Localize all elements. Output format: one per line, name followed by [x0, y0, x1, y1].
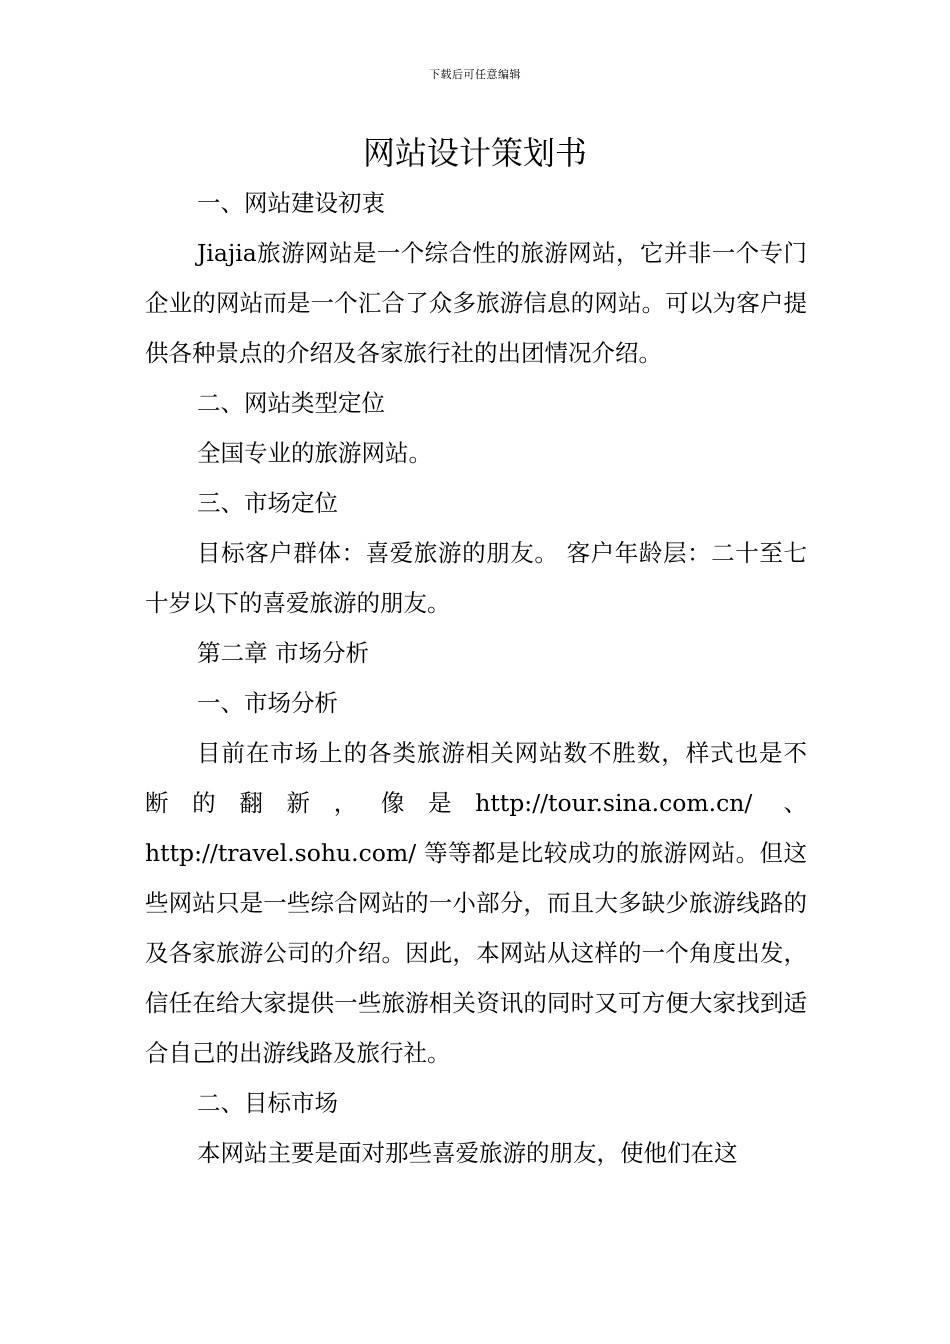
section-heading: 一、网站建设初衷 — [197, 189, 385, 217]
body-paragraph: 目前在市场上的各类旅游相关网站数不胜数，样式也是不断的翻新，像是http://tour.sina.com.cn/ 、http://travel.sohu.com/ 等等都是比较成功的旅游网站。但这些网站只是一些综合网站的一小部分，而且大多缺少旅游线路的及各家旅游公司的介绍。因此，本网站从这样的一个角度出发，信任在给大家提供一些旅游相关资讯的同时又可方便大家找到适合自己的出游线路及旅行社。 — [145, 739, 807, 1067]
body-paragraph: 本网站主要是面对那些喜爱旅游的朋友，使他们在这 — [197, 1139, 738, 1167]
section-heading: 一、市场分析 — [197, 689, 338, 717]
document-title: 网站设计策划书 — [362, 134, 587, 172]
section-heading: 二、网站类型定位 — [197, 389, 385, 417]
body-paragraph: 全国专业的旅游网站。 — [197, 439, 432, 467]
document-body — [145, 178, 807, 1178]
section-heading: 三、市场定位 — [197, 489, 338, 517]
chapter-heading: 第二章 市场分析 — [197, 639, 369, 667]
page-header-note: 下载后可任意编辑 — [429, 68, 521, 81]
body-paragraph: 目标客户群体：喜爱旅游的朋友。 客户年龄层：二十至七十岁以下的喜爱旅游的朋友。 — [145, 539, 807, 617]
body-paragraph: Jiajia旅游网站是一个综合性的旅游网站，它并非一个专门企业的网站而是一个汇合了众多旅游信息的网站。可以为客户提供各种景点的介绍及各家旅行社的出团情况介绍。 — [145, 239, 807, 367]
section-heading: 二、目标市场 — [197, 1089, 338, 1117]
